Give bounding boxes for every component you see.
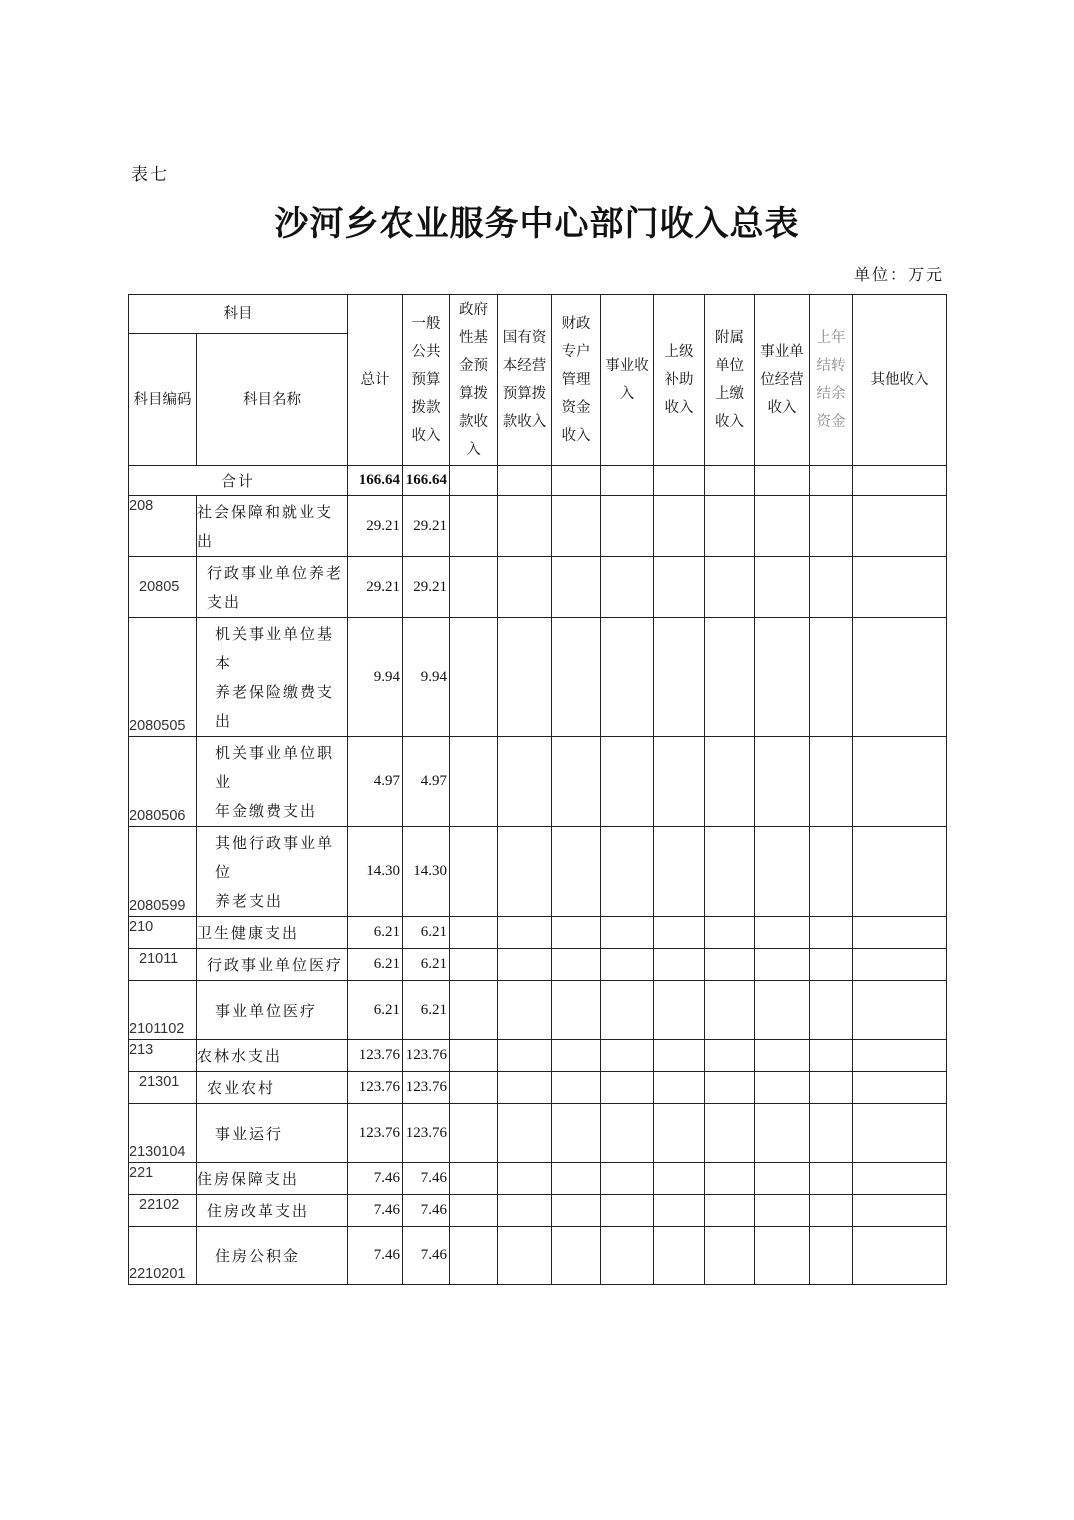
subject-name-line: 事业运行 bbox=[215, 1124, 284, 1143]
subject-code: 2130104 bbox=[129, 1104, 197, 1163]
header-line: 位经营 bbox=[760, 372, 804, 388]
empty-cell bbox=[654, 1072, 705, 1104]
empty-cell bbox=[810, 496, 853, 557]
empty-cell bbox=[755, 618, 810, 737]
header-other: 其他收入 bbox=[853, 295, 947, 466]
empty-cell bbox=[552, 737, 601, 827]
subject-code: 208 bbox=[129, 496, 197, 557]
empty-cell bbox=[705, 917, 755, 949]
empty-cell bbox=[450, 496, 498, 557]
cell-general-budget: 123.76 bbox=[403, 1040, 450, 1072]
empty-cell bbox=[552, 557, 601, 618]
header-line: 入 bbox=[466, 442, 481, 458]
empty-cell bbox=[450, 1072, 498, 1104]
cell-total: 29.21 bbox=[348, 496, 403, 557]
table-row bbox=[129, 827, 947, 917]
empty-cell bbox=[755, 1072, 810, 1104]
empty-cell bbox=[450, 1040, 498, 1072]
empty-cell bbox=[654, 1227, 705, 1285]
header-subject: 科目 bbox=[129, 295, 348, 334]
header-line: 专户 bbox=[561, 344, 591, 360]
empty-cell bbox=[552, 1072, 601, 1104]
empty-cell bbox=[552, 1227, 601, 1285]
empty-cell bbox=[853, 618, 947, 737]
subject-name bbox=[197, 1227, 348, 1285]
table-row bbox=[129, 618, 947, 737]
cell-total: 7.46 bbox=[348, 1195, 403, 1227]
empty-cell bbox=[810, 618, 853, 737]
empty-cell bbox=[853, 1040, 947, 1072]
header-line: 政府 bbox=[459, 302, 488, 318]
empty-cell bbox=[705, 981, 755, 1040]
header-line: 上缴 bbox=[715, 386, 744, 402]
empty-cell bbox=[810, 557, 853, 618]
subject-name-line: 卫生健康支出 bbox=[197, 924, 300, 942]
cell-total: 7.46 bbox=[348, 1227, 403, 1285]
subject-name bbox=[197, 827, 348, 917]
table-row bbox=[129, 496, 947, 557]
subject-name bbox=[197, 557, 348, 618]
empty-cell bbox=[601, 737, 654, 827]
empty-cell bbox=[450, 827, 498, 917]
subject-name bbox=[197, 981, 348, 1040]
subject-name bbox=[197, 737, 348, 827]
subject-name-line: 支出 bbox=[207, 593, 242, 611]
empty-cell bbox=[601, 1195, 654, 1227]
header-affiliated bbox=[705, 295, 755, 466]
empty-cell bbox=[654, 496, 705, 557]
empty-cell bbox=[810, 1163, 853, 1195]
header-line: 性基 bbox=[459, 330, 488, 346]
empty-cell bbox=[552, 1195, 601, 1227]
header-line: 算拨 bbox=[459, 386, 488, 402]
empty-cell bbox=[853, 557, 947, 618]
empty-cell bbox=[601, 1040, 654, 1072]
header-row-1 bbox=[129, 295, 947, 334]
subject-name-line: 事业单位医疗 bbox=[215, 1001, 318, 1020]
table-row bbox=[129, 1195, 947, 1227]
subject-code: 2080506 bbox=[129, 737, 197, 827]
table-row bbox=[129, 1104, 947, 1163]
header-total: 总计 bbox=[348, 295, 403, 466]
header-line: 款收入 bbox=[502, 414, 547, 430]
header-business-income bbox=[601, 295, 654, 466]
subject-name-line: 社会保障和就业支出 bbox=[197, 503, 334, 550]
empty-cell bbox=[705, 557, 755, 618]
table-row bbox=[129, 917, 947, 949]
header-line: 拨款 bbox=[411, 400, 441, 416]
subject-name-line: 住房公积金 bbox=[215, 1247, 301, 1265]
header-line: 收入 bbox=[767, 400, 797, 416]
header-line: 收入 bbox=[411, 428, 441, 444]
empty-cell bbox=[810, 1227, 853, 1285]
empty-cell bbox=[601, 1072, 654, 1104]
header-code: 科目编码 bbox=[129, 334, 197, 466]
empty-cell bbox=[705, 1104, 755, 1163]
empty-cell bbox=[601, 557, 654, 618]
cell-general-budget: 7.46 bbox=[403, 1227, 450, 1285]
header-line: 公共 bbox=[411, 344, 441, 360]
empty-cell bbox=[853, 1195, 947, 1227]
empty-cell bbox=[654, 1104, 705, 1163]
header-line: 事业单 bbox=[760, 344, 804, 360]
cell-total: 123.76 bbox=[348, 1040, 403, 1072]
subject-name bbox=[197, 1040, 348, 1072]
header-line: 上级 bbox=[664, 344, 694, 360]
empty-cell bbox=[450, 557, 498, 618]
header-business-operation bbox=[755, 295, 810, 466]
empty-cell bbox=[552, 1104, 601, 1163]
subject-code: 2101102 bbox=[129, 981, 197, 1040]
header-last-year bbox=[810, 295, 853, 466]
table-row bbox=[129, 1072, 947, 1104]
empty-cell bbox=[853, 981, 947, 1040]
empty-cell bbox=[552, 1163, 601, 1195]
header-fiscal-special bbox=[552, 295, 601, 466]
empty-cell bbox=[498, 737, 552, 827]
cell-general-budget: 29.21 bbox=[403, 557, 450, 618]
table-row bbox=[129, 737, 947, 827]
header-line: 事业收 bbox=[605, 358, 649, 374]
empty-cell bbox=[654, 737, 705, 827]
cell-total: 7.46 bbox=[348, 1163, 403, 1195]
empty-cell bbox=[705, 1040, 755, 1072]
subject-name-line: 养老支出 bbox=[215, 892, 284, 910]
empty-cell bbox=[810, 737, 853, 827]
empty-cell bbox=[601, 827, 654, 917]
empty-cell bbox=[705, 1163, 755, 1195]
header-line: 收入 bbox=[561, 428, 591, 444]
header-line: 款收 bbox=[459, 414, 488, 430]
subject-name-line: 住房改革支出 bbox=[207, 1202, 310, 1220]
empty-cell bbox=[654, 1163, 705, 1195]
subject-name bbox=[197, 1163, 348, 1195]
page-title: 沙河乡农业服务中心部门收入总表 bbox=[274, 204, 800, 244]
cell-general-budget: 9.94 bbox=[403, 618, 450, 737]
cell-general-budget: 6.21 bbox=[403, 981, 450, 1040]
subject-name bbox=[197, 1195, 348, 1227]
header-line: 结转 bbox=[816, 358, 846, 374]
empty-cell bbox=[450, 917, 498, 949]
cell-general-budget: 29.21 bbox=[403, 496, 450, 557]
cell-general-budget: 6.21 bbox=[403, 917, 450, 949]
subject-name-line: 行政事业单位医疗 bbox=[207, 956, 344, 974]
empty-cell bbox=[601, 949, 654, 981]
cell-total: 6.21 bbox=[348, 917, 403, 949]
cell-total: 14.30 bbox=[348, 827, 403, 917]
empty-cell bbox=[810, 1195, 853, 1227]
empty-cell bbox=[450, 981, 498, 1040]
subject-name bbox=[197, 949, 348, 981]
empty-cell bbox=[601, 1163, 654, 1195]
subject-name-line: 其他行政事业单位 bbox=[215, 834, 335, 881]
subject-code: 22102 bbox=[129, 1195, 197, 1227]
empty-cell bbox=[755, 1227, 810, 1285]
cell-general-budget: 123.76 bbox=[403, 1072, 450, 1104]
empty-cell bbox=[498, 1040, 552, 1072]
empty-cell bbox=[498, 1195, 552, 1227]
empty-cell bbox=[853, 1227, 947, 1285]
empty-cell bbox=[853, 1072, 947, 1104]
header-line: 结余 bbox=[816, 386, 846, 402]
header-line: 预算拨 bbox=[502, 386, 547, 402]
empty-cell bbox=[755, 557, 810, 618]
empty-cell bbox=[498, 1163, 552, 1195]
empty-cell bbox=[853, 949, 947, 981]
subject-name-line: 住房保障支出 bbox=[197, 1170, 300, 1188]
empty-cell bbox=[498, 917, 552, 949]
header-line: 国有资 bbox=[502, 330, 547, 346]
cell-total: 6.21 bbox=[348, 981, 403, 1040]
empty-cell bbox=[654, 917, 705, 949]
cell-total: 123.76 bbox=[348, 1072, 403, 1104]
header-upper-subsidy bbox=[654, 295, 705, 466]
subject-code: 20805 bbox=[129, 557, 197, 618]
empty-cell bbox=[654, 827, 705, 917]
empty-cell bbox=[755, 949, 810, 981]
subject-name-line: 行政事业单位养老 bbox=[207, 564, 344, 582]
table-row bbox=[129, 1227, 947, 1285]
empty-cell bbox=[450, 1227, 498, 1285]
unit-label: 单位：万元 bbox=[853, 265, 944, 284]
empty-cell bbox=[705, 737, 755, 827]
table-label: 表七 bbox=[131, 165, 169, 185]
empty-cell bbox=[552, 618, 601, 737]
empty-cell bbox=[498, 981, 552, 1040]
table-row bbox=[129, 557, 947, 618]
empty-cell bbox=[755, 737, 810, 827]
empty-cell bbox=[450, 1104, 498, 1163]
empty-cell bbox=[498, 1072, 552, 1104]
empty-cell bbox=[654, 618, 705, 737]
header-state-capital bbox=[498, 295, 552, 466]
income-table bbox=[128, 294, 947, 1285]
subject-name-line: 机关事业单位职业 bbox=[215, 744, 335, 791]
subject-code: 21011 bbox=[129, 949, 197, 981]
sum-general: 166.64 bbox=[403, 466, 450, 496]
sum-row bbox=[129, 466, 947, 496]
empty-cell bbox=[450, 618, 498, 737]
empty-cell bbox=[601, 917, 654, 949]
empty-cell bbox=[601, 1227, 654, 1285]
empty-cell bbox=[705, 1195, 755, 1227]
empty-cell bbox=[450, 1163, 498, 1195]
subject-code: 2210201 bbox=[129, 1227, 197, 1285]
subject-code: 213 bbox=[129, 1040, 197, 1072]
header-line: 财政 bbox=[561, 316, 591, 332]
empty-cell bbox=[552, 949, 601, 981]
empty-cell bbox=[810, 917, 853, 949]
subject-name bbox=[197, 1104, 348, 1163]
header-line: 管理 bbox=[561, 372, 591, 388]
empty-cell bbox=[450, 737, 498, 827]
empty-cell bbox=[450, 949, 498, 981]
empty-cell bbox=[853, 1104, 947, 1163]
cell-total: 9.94 bbox=[348, 618, 403, 737]
empty-cell bbox=[654, 1195, 705, 1227]
subject-name-line: 养老保险缴费支出 bbox=[215, 683, 335, 730]
empty-cell bbox=[654, 949, 705, 981]
empty-cell bbox=[755, 1163, 810, 1195]
empty-cell bbox=[552, 1040, 601, 1072]
cell-general-budget: 7.46 bbox=[403, 1195, 450, 1227]
cell-total: 4.97 bbox=[348, 737, 403, 827]
empty-cell bbox=[498, 618, 552, 737]
table-row bbox=[129, 981, 947, 1040]
header-line: 预算 bbox=[411, 372, 441, 388]
cell-total: 29.21 bbox=[348, 557, 403, 618]
empty-cell bbox=[552, 827, 601, 917]
cell-general-budget: 7.46 bbox=[403, 1163, 450, 1195]
subject-code: 2080599 bbox=[129, 827, 197, 917]
header-line: 上年 bbox=[816, 330, 846, 346]
empty-cell bbox=[552, 917, 601, 949]
empty-cell bbox=[853, 737, 947, 827]
empty-cell bbox=[705, 827, 755, 917]
empty-cell bbox=[755, 1040, 810, 1072]
subject-name bbox=[197, 618, 348, 737]
empty-cell bbox=[810, 1104, 853, 1163]
sum-total: 166.64 bbox=[348, 466, 403, 496]
table-row bbox=[129, 1040, 947, 1072]
empty-cell bbox=[498, 1104, 552, 1163]
header-line: 金预 bbox=[459, 358, 488, 374]
empty-cell bbox=[755, 981, 810, 1040]
header-line: 附属 bbox=[715, 330, 744, 346]
header-line: 收入 bbox=[664, 400, 694, 416]
empty-cell bbox=[810, 1040, 853, 1072]
empty-cell bbox=[705, 1072, 755, 1104]
empty-cell bbox=[810, 981, 853, 1040]
empty-cell bbox=[498, 557, 552, 618]
empty-cell bbox=[705, 949, 755, 981]
table-row bbox=[129, 1163, 947, 1195]
empty-cell bbox=[654, 1040, 705, 1072]
empty-cell bbox=[552, 496, 601, 557]
subject-code: 210 bbox=[129, 917, 197, 949]
empty-cell bbox=[755, 827, 810, 917]
table-row bbox=[129, 949, 947, 981]
empty-cell bbox=[810, 949, 853, 981]
subject-code: 221 bbox=[129, 1163, 197, 1195]
subject-code: 2080505 bbox=[129, 618, 197, 737]
empty-cell bbox=[853, 827, 947, 917]
empty-cell bbox=[755, 1195, 810, 1227]
header-line: 一般 bbox=[411, 316, 441, 332]
cell-general-budget: 6.21 bbox=[403, 949, 450, 981]
empty-cell bbox=[705, 1227, 755, 1285]
cell-general-budget: 14.30 bbox=[403, 827, 450, 917]
header-line: 入 bbox=[619, 386, 635, 402]
cell-total: 123.76 bbox=[348, 1104, 403, 1163]
header-line: 补助 bbox=[664, 372, 694, 388]
empty-cell bbox=[853, 1163, 947, 1195]
empty-cell bbox=[601, 618, 654, 737]
header-line: 资金 bbox=[561, 400, 591, 416]
subject-name-line: 农林水支出 bbox=[197, 1047, 283, 1065]
empty-cell bbox=[654, 981, 705, 1040]
header-line: 收入 bbox=[715, 414, 744, 430]
empty-cell bbox=[853, 496, 947, 557]
empty-cell bbox=[498, 827, 552, 917]
subject-name-line: 机关事业单位基本 bbox=[215, 625, 335, 672]
empty-cell bbox=[755, 496, 810, 557]
empty-cell bbox=[601, 981, 654, 1040]
empty-cell bbox=[601, 496, 654, 557]
empty-cell bbox=[705, 496, 755, 557]
empty-cell bbox=[810, 1072, 853, 1104]
cell-total: 6.21 bbox=[348, 949, 403, 981]
header-gov-fund bbox=[450, 295, 498, 466]
subject-name-line: 年金缴费支出 bbox=[215, 802, 318, 820]
empty-cell bbox=[755, 917, 810, 949]
empty-cell bbox=[755, 1104, 810, 1163]
header-general-budget bbox=[403, 295, 450, 466]
empty-cell bbox=[810, 827, 853, 917]
empty-cell bbox=[498, 1227, 552, 1285]
empty-cell bbox=[654, 557, 705, 618]
empty-cell bbox=[450, 1195, 498, 1227]
cell-general-budget: 4.97 bbox=[403, 737, 450, 827]
empty-cell bbox=[498, 496, 552, 557]
header-line: 资金 bbox=[816, 414, 846, 430]
header-line: 本经营 bbox=[502, 358, 547, 374]
sum-label: 合计 bbox=[129, 466, 348, 496]
empty-cell bbox=[705, 618, 755, 737]
subject-name bbox=[197, 917, 348, 949]
empty-cell bbox=[552, 981, 601, 1040]
empty-cell bbox=[601, 1104, 654, 1163]
header-line: 单位 bbox=[715, 358, 744, 374]
header-name: 科目名称 bbox=[197, 334, 348, 466]
subject-name bbox=[197, 1072, 348, 1104]
subject-name bbox=[197, 496, 348, 557]
cell-general-budget: 123.76 bbox=[403, 1104, 450, 1163]
subject-code: 21301 bbox=[129, 1072, 197, 1104]
empty-cell bbox=[853, 917, 947, 949]
subject-name-line: 农业农村 bbox=[207, 1079, 276, 1097]
empty-cell bbox=[498, 949, 552, 981]
